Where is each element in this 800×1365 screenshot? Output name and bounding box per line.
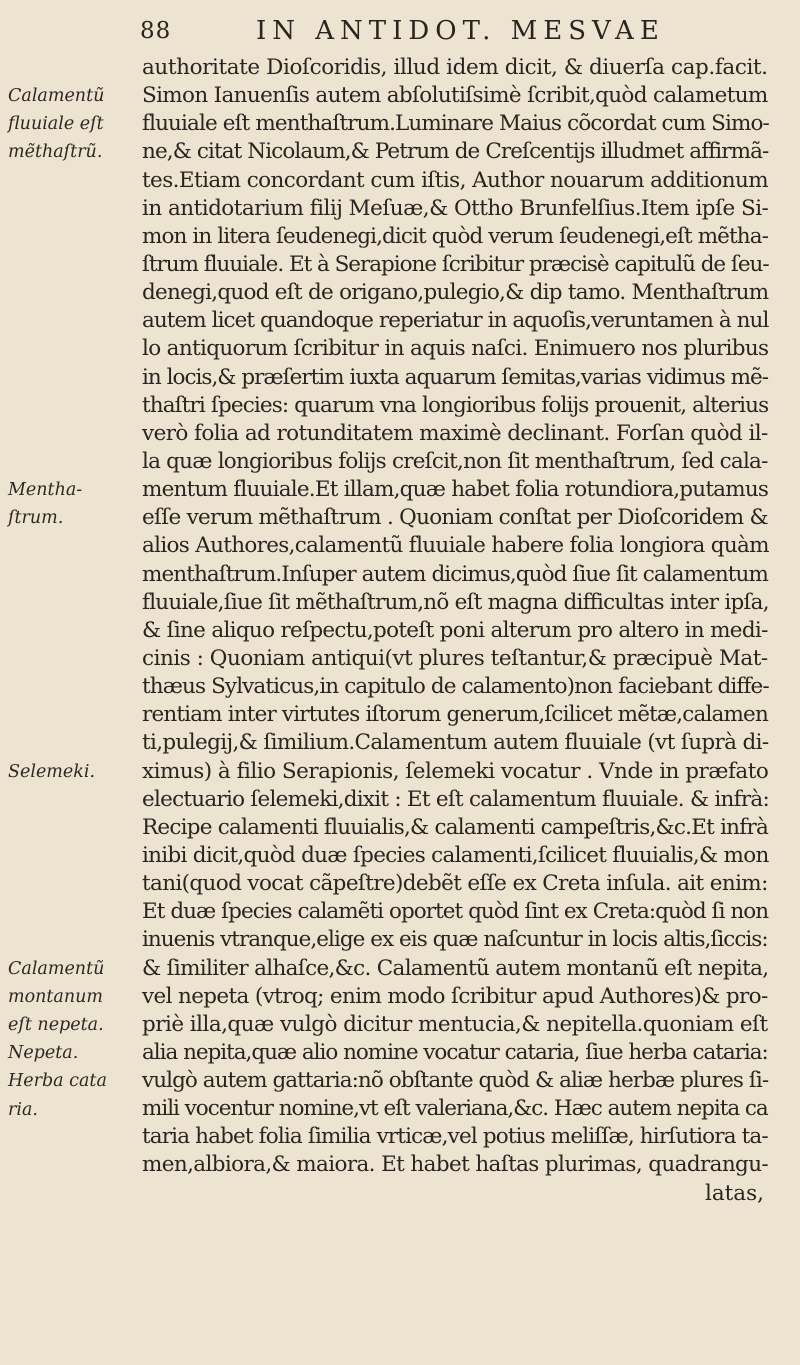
text-line: autem licet quandoque reperiatur in aquoſis,veruntamen à nul	[142, 308, 769, 334]
text-line: menthaſtrum.Inſuper autem dicimus,quòd ſiue ſit calamentum	[142, 561, 768, 587]
text-line: mili vocentur nomine,vt eſt valeriana,&c. Hæc autem nepita ca	[142, 1096, 768, 1122]
text-line: tani(quod vocat cãpeſtre)debẽt eſſe ex Creta inſula. ait enim:	[142, 871, 768, 897]
text-line: alia nepita,quæ alio nomine vocatur cataria, ſiue herba cataria:	[142, 1039, 768, 1065]
text-line: & ſine aliquo reſpectu,poteſt poni alterum pro altero in medi-	[142, 617, 768, 643]
text-line: inibi dicit,quòd duæ ſpecies calamenti,ſcilicet fluuialis,& mon	[142, 842, 769, 868]
text-line: & ſimiliter alhaſce,&c. Calamentũ autem montanũ eſt nepita,	[142, 955, 769, 981]
margin-note: Calamentũ	[8, 86, 105, 107]
margin-note: Nepeta.	[8, 1043, 79, 1064]
text-line: in locis,& præſertim iuxta aquarum ſemitas,varias vidimus mẽ-	[142, 364, 769, 390]
text-line: Simon Ianuenſis autem abſolutiſsimè ſcribit,quòd calametum	[142, 83, 768, 109]
text-line: ne,& citat Nicolaum,& Petrum de Creſcentijs illudmet affirmã-	[142, 139, 769, 165]
text-line: priè illa,quæ vulgò dicitur mentucia,& nepitella.quoniam eſt	[142, 1011, 768, 1037]
text-line: mentum fluuiale.Et illam,quæ habet folia rotundiora,putamus	[142, 477, 769, 503]
text-line: lo antiquorum ſcribitur in aquis naſci. Enimuero nos pluribus	[142, 336, 769, 362]
text-line: taria habet folia ſimilia vrticæ,vel potius meliſſæ, hirſutiora ta-	[142, 1124, 768, 1150]
text-line: men,albiora,& maiora. Et habet haſtas plurimas, quadrangu-	[142, 1152, 769, 1178]
text-line: Et duæ ſpecies calamẽti oportet quòd ſint ex Creta:quòd ſi non	[142, 899, 769, 925]
running-title: IN ANTIDOT. MESVAE	[256, 16, 665, 46]
text-line: inuenis vtranque,elige ex eis quæ naſcuntur in locis altis,ſiccis:	[142, 927, 768, 953]
text-line: tes.Etiam concordant cum iſtis, Author nouarum additionum	[142, 167, 769, 193]
text-line: ximus) à filio Serapionis, ſelemeki vocatur . Vnde in præfato	[142, 758, 769, 784]
margin-note: mẽthaſtrũ.	[8, 142, 103, 163]
margin-note: Mentha-	[8, 480, 83, 501]
text-line: thæus Sylvaticus,in capitulo de calamento)non faciebant diffe-	[142, 674, 769, 700]
page-number: 88	[140, 18, 172, 44]
body-text	[142, 54, 768, 1208]
text-line: fluuiale,ſiue ſit mẽthaſtrum,nõ eſt magna difficultas inter ipſa,	[142, 589, 769, 615]
text-line: la quæ longioribus folijs creſcit,non ſit menthaſtrum, ſed cala-	[142, 448, 768, 474]
text-line: Recipe calamenti fluuialis,& calamenti campeſtris,&c.Et infrà	[142, 814, 768, 840]
margin-note: ſtrum.	[8, 508, 64, 529]
text-line: vulgò autem gattaria:nõ obſtante quòd & aliæ herbæ plures ſi-	[142, 1068, 769, 1094]
text-line: denegi,quod eſt de origano,pulegio,& dip tamo. Menthaſtrum	[142, 280, 769, 306]
text-line: cinis : Quoniam antiqui(vt plures teſtantur,& præcipuè Mat-	[142, 645, 768, 671]
margin-note: montanum	[8, 986, 104, 1007]
page-header	[0, 16, 800, 50]
text-line: ti,pulegij,& ſimilium.Calamentum autem fluuiale (vt ſuprà di-	[142, 730, 769, 756]
margin-note: ria.	[8, 1099, 38, 1120]
text-line: ſtrum fluuiale. Et à Serapione ſcribitur præcisè capitulũ de ſeu-	[142, 251, 769, 277]
text-line: in antidotarium filij Meſuæ,& Ottho Brunfelſius.Item ipſe Si-	[142, 195, 769, 221]
margin-note: eſt nepeta.	[8, 1015, 104, 1036]
text-line: rentiam inter virtutes iſtorum generum,ſcilicet mẽtæ,calamen	[142, 702, 768, 728]
text-line: mon in litera ſeudenegi,dicit quòd verum ſeudenegi,eſt mẽtha-	[142, 223, 768, 249]
text-line: latas,	[704, 1180, 764, 1206]
margin-note: Herba cata	[8, 1071, 107, 1092]
text-line: thaſtri ſpecies: quarum vna longioribus folijs prouenit, alterius	[142, 392, 769, 418]
margin-note: Calamentũ	[8, 958, 105, 979]
text-line: vel nepeta (vtroq; enim modo ſcribitur apud Authores)& pro-	[142, 983, 768, 1009]
text-line: authoritate Dioſcoridis, illud idem dicit, & diuerſa cap.facit.	[142, 55, 768, 80]
margin-note: Selemeki.	[8, 761, 96, 782]
text-line: eſſe verum mẽthaſtrum . Quoniam conſtat per Dioſcoridem &	[142, 505, 768, 531]
text-line: verò folia ad rotunditatem maximè declinant. Forſan quòd il-	[142, 420, 768, 446]
margin-note: fluuiale eſt	[8, 114, 104, 135]
text-line: fluuiale eſt menthaſtrum.Luminare Maius cõcordat cum Simo-	[142, 111, 769, 137]
text-line: electuario ſelemeki,dixit : Et eſt calamentum fluuiale. & infrà:	[142, 786, 769, 812]
text-line: alios Authores,calamentũ fluuiale habere folia longiora quàm	[142, 533, 769, 559]
